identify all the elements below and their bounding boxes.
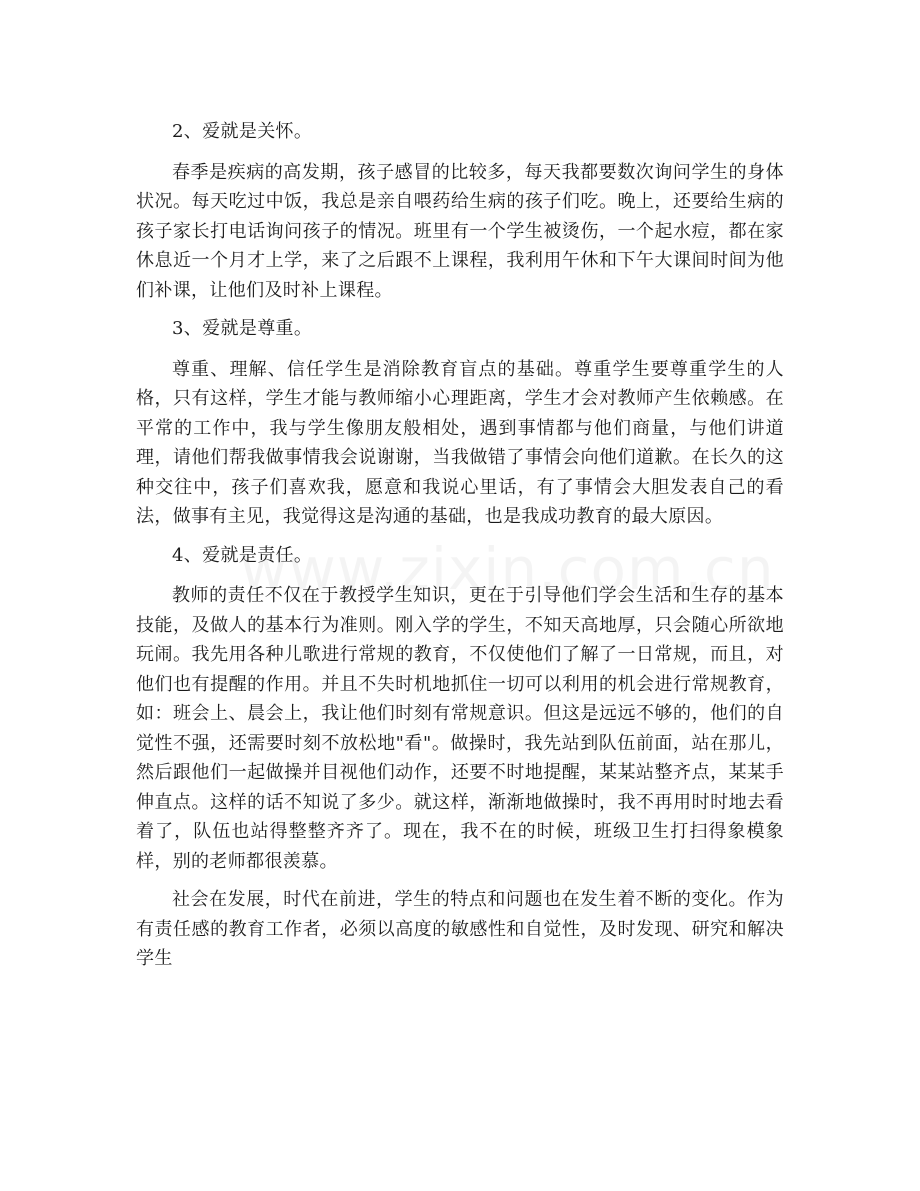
paragraph-care: 春季是疾病的高发期，孩子感冒的比较多，每天我都要数次询问学生的身体状况。每天吃过中饭，我总是亲自喂药给生病的孩子们吃。晚上，还要给生病的孩子家长打电话询问孩子的情况。班里有一个学生被烫伤，一个起水痘，都在家休息近一个月才上学，来了之后跟不上课程，我利用午休和下午大课间时间为他们补课，让他们及时补上课程。 [136,161,784,301]
section-heading-care: 2、爱就是关怀。 [172,121,313,142]
paragraph-respect: 尊重、理解、信任学生是消除教育盲点的基础。尊重学生要尊重学生的人格，只有这样，学生才能与教师缩小心理距离，学生才会对教师产生依赖感。在平常的工作中，我与学生像朋友般相处，遇到事情都与他们商量，与他们讲道理，请他们帮我做事情我会说谢谢，当我做错了事情会向他们道歉。在长久的这种交往中，孩子们喜欢我，愿意和我说心里话，有了事情会大胆发表自己的看法，做事有主见，我觉得这是沟通的基础，也是我成功教育的最大原因。 [136,358,784,527]
section-heading-respect: 3、爱就是尊重。 [172,318,313,339]
section-heading-responsibility: 4、爱就是责任。 [172,544,313,566]
paragraph-responsibility: 教师的责任不仅在于教授学生知识，更在于引导他们学会生活和生存的基本技能，及做人的基本行为准则。刚入学的学生，不知天高地厚，只会随心所欲地玩闹。我先用各种儿歌进行常规的教育，不仅使他们了解了一日常规，而且，对他们也有提醒的作用。并且不失时机地抓住一切可以利用的机会进行常规教育，如：班会上、晨会上，我让他们时刻有常规意识。但这是远远不够的，他们的自觉性不强，还需要时刻不放松地"看"。做操时，我先站到队伍前面，站在那儿，然后跟他们一起做操并目视他们动作，还要不时地提醒，某某站整齐点，某某手伸直点。这样的话不知说了多少。就这样，渐渐地做操时，我不再用时时地去看着了，队伍也站得整整齐齐了。现在，我不在的时候，班级卫生打扫得象模象样，别的老师都很羡慕。 [136,585,784,872]
paragraph-conclusion: 社会在发展，时代在前进，学生的特点和问题也在发生着不断的变化。作为有责任感的教育工作者，必须以高度的敏感性和自觉性，及时发现、研究和解决学生 [136,889,784,969]
document-body [136,117,784,983]
